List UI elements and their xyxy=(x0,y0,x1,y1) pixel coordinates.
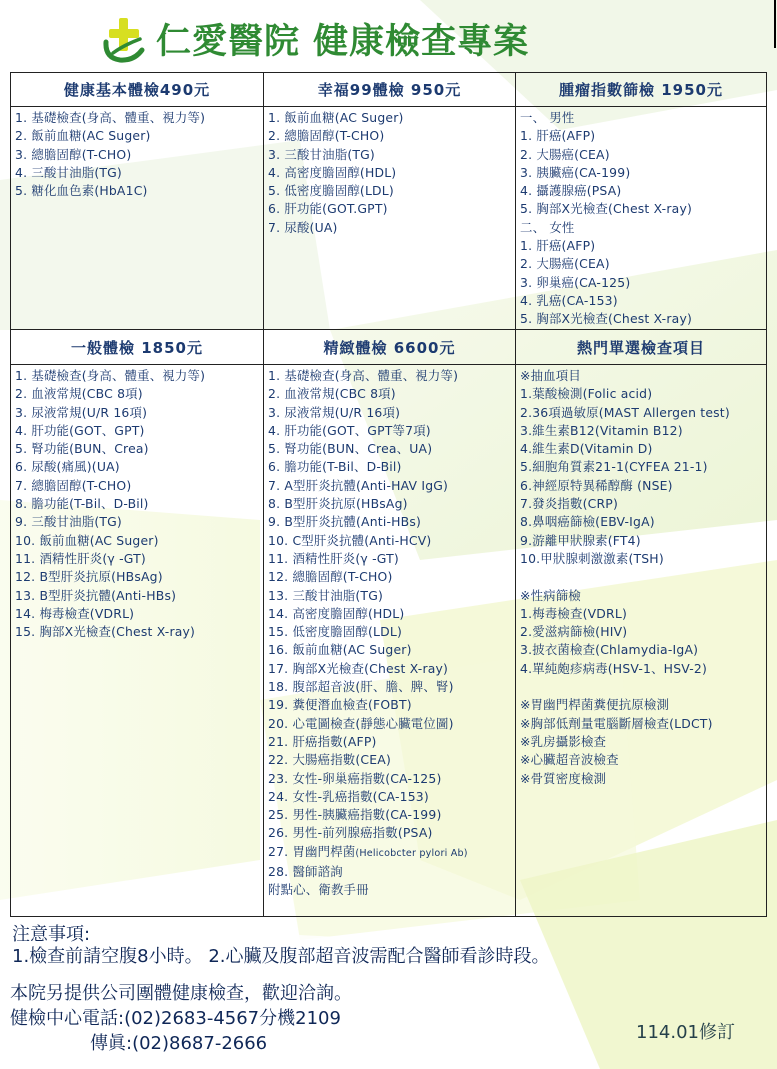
package-title-happiness99: 幸福99體檢 950元 xyxy=(317,81,462,99)
list-item: 2.愛滋病篩檢(HIV) xyxy=(520,624,628,640)
package-items-premium xyxy=(264,365,515,916)
spacer xyxy=(520,568,766,586)
list-item: ※心臟超音波檢查 xyxy=(520,752,619,768)
list-item: 1. 肝癌(AFP) xyxy=(520,128,596,144)
list-item: 24. 女性-乳癌指數(CA-153) xyxy=(268,788,429,804)
list-item: 8. B型肝炎抗原(HBsAg) xyxy=(268,496,408,512)
list-item: 25. 男性-胰臟癌指數(CA-199) xyxy=(268,807,442,823)
list-item: 18. 腹部超音波(肝、膽、脾、腎) xyxy=(268,679,454,695)
list-item: 6. 膽功能(T-Bil、D-Bil) xyxy=(268,459,402,475)
list-item: 4. 高密度膽固醇(HDL) xyxy=(268,164,397,180)
package-items-happiness99 xyxy=(264,107,515,329)
list-item: 4. 肝功能(GOT、GPT) xyxy=(15,422,145,438)
list-item: 15. 胸部X光檢查(Chest X-ray) xyxy=(15,624,196,640)
list-item: 14. 梅毒檢查(VDRL) xyxy=(15,605,135,621)
list-item: 5. 胸部X光檢查(Chest X-ray) xyxy=(520,311,693,327)
list-item: 5. 腎功能(BUN、Crea、UA) xyxy=(268,441,433,457)
notes-line: 1.檢查前請空腹8小時。 2.心臟及腹部超音波需配合醫師看診時段。 xyxy=(12,946,550,967)
list-item: 2.36項過敏原(MAST Allergen test) xyxy=(520,404,730,420)
group-exam-text: 本院另提供公司團體健康檢查，歡迎洽詢。 xyxy=(10,983,352,1004)
list-item: 10. C型肝炎抗體(Anti-HCV) xyxy=(268,532,432,548)
package-items-basic xyxy=(11,107,263,329)
list-item: 4. 三酸甘油脂(TG) xyxy=(15,164,122,180)
package-title-popular-single: 熱門單選檢查項目 xyxy=(576,338,705,357)
list-item: 4.維生素D(Vitamin D) xyxy=(520,441,653,457)
package-title-tumor-marker: 腫瘤指數篩檢 1950元 xyxy=(559,81,723,99)
list-item: 20. 心電圖檢查(靜態心臟電位圖) xyxy=(268,715,454,731)
list-item: 1. 基礎檢查(身高、體重、視力等) xyxy=(15,110,206,125)
package-table xyxy=(10,72,767,917)
page-title: 仁愛醫院 健康檢查專案 xyxy=(156,22,530,62)
list-item: 1. 肝癌(AFP) xyxy=(520,238,596,254)
item-27-note: (Helicobcter pylori Ab) xyxy=(355,847,468,859)
package-items-tumor-marker xyxy=(516,107,766,329)
fax-text: 傳眞:(02)8687-2666 xyxy=(90,1033,268,1054)
list-item: 19. 糞便潛血檢查(FOBT) xyxy=(268,697,412,713)
list-item: 10.甲狀腺刺激激素(TSH) xyxy=(520,550,664,566)
contact-section xyxy=(10,981,352,1056)
list-item: 23. 女性-卵巢癌指數(CA-125) xyxy=(268,770,442,786)
list-item: ※骨質密度檢測 xyxy=(520,770,607,786)
package-items-popular-single xyxy=(516,365,766,916)
list-item: 3. 尿液常規(U/R 16項) xyxy=(268,404,401,420)
list-item: 4. 乳癌(CA-153) xyxy=(520,292,618,308)
list-item: 3.維生素B12(Vitamin B12) xyxy=(520,422,683,438)
list-item: 13. 三酸甘油脂(TG) xyxy=(268,587,384,603)
list-item: 16. 飯前血糖(AC Suger) xyxy=(268,642,412,658)
list-item: 1. 基礎檢查(身高、體重、視力等) xyxy=(15,368,206,383)
list-item: 11. 酒精性肝炎(γ -GT) xyxy=(268,550,399,566)
list-item: 7. 尿酸(UA) xyxy=(268,219,338,235)
list-item: 9. B型肝炎抗體(Anti-HBs) xyxy=(268,514,422,530)
list-item: ※胃幽門桿菌糞便抗原檢測 xyxy=(520,697,670,713)
list-item: 5. 糖化血色素(HbA1C) xyxy=(15,183,148,199)
list-item: 9. 三酸甘油脂(TG) xyxy=(15,514,122,530)
list-item: 2. 總膽固醇(T-CHO) xyxy=(268,128,385,144)
list-item: 1.葉酸檢測(Folic acid) xyxy=(520,386,653,402)
list-item: 8.鼻咽癌篩檢(EBV-IgA) xyxy=(520,514,655,530)
list-item: 14. 高密度膽固醇(HDL) xyxy=(268,605,405,621)
list-item: 2. 血液常規(CBC 8項) xyxy=(268,386,396,402)
package-items-general xyxy=(11,365,263,916)
edge-divider xyxy=(774,0,776,48)
list-item: 3. 卵巢癌(CA-125) xyxy=(520,274,631,290)
list-item: 3. 三酸甘油脂(TG) xyxy=(268,146,375,162)
list-item: 5.細胞角質素21-1(CYFEA 21-1) xyxy=(520,459,708,475)
list-item: 12. 總膽固醇(T-CHO) xyxy=(268,569,393,585)
notes-heading: 注意事項: xyxy=(12,924,91,945)
list-item: 22. 大腸癌指數(CEA) xyxy=(268,752,392,768)
list-item: 5. 低密度膽固醇(LDL) xyxy=(268,183,394,199)
list-item: 12. B型肝炎抗原(HBsAg) xyxy=(15,569,163,585)
list-item: 9.游離甲狀腺素(FT4) xyxy=(520,532,641,548)
list-item: 2. 大腸癌(CEA) xyxy=(520,256,610,272)
item-27-label: 27. 胃幽門桿菌 xyxy=(268,843,356,859)
list-item: 3. 尿液常規(U/R 16項) xyxy=(15,404,148,420)
list-item: 17. 胸部X光檢查(Chest X-ray) xyxy=(268,660,449,676)
list-item: 附點心、衛教手冊 xyxy=(268,882,369,898)
list-item: 2. 飯前血糖(AC Suger) xyxy=(15,128,151,144)
list-item: 21. 肝癌指數(AFP) xyxy=(268,733,377,749)
list-item: 15. 低密度膽固醇(LDL) xyxy=(268,624,403,640)
list-item: 一、 男性 xyxy=(520,110,575,125)
list-item: 28. 醫師諮詢 xyxy=(268,864,343,880)
notes-section xyxy=(12,924,550,968)
list-item: 5. 胸部X光檢查(Chest X-ray) xyxy=(520,201,693,217)
list-item: 4.單純皰疹病毒(HSV-1、HSV-2) xyxy=(520,660,707,676)
list-item: 6.神經原特異稀醇酶 (NSE) xyxy=(520,477,673,493)
list-item: 11. 酒精性肝炎(γ -GT) xyxy=(15,550,146,566)
list-item: 13. B型肝炎抗體(Anti-HBs) xyxy=(15,587,177,603)
list-item: 7.發炎指數(CRP) xyxy=(520,496,618,512)
list-item: ※胸部低劑量電腦斷層檢查(LDCT) xyxy=(520,715,713,731)
list-item: 6. 肝功能(GOT.GPT) xyxy=(268,201,388,217)
page-header xyxy=(100,12,529,66)
list-item: 二、 女性 xyxy=(520,219,575,235)
list-item: 2. 血液常規(CBC 8項) xyxy=(15,386,143,402)
list-item: 4. 攝護腺癌(PSA) xyxy=(520,183,622,199)
list-item: 1. 飯前血糖(AC Suger) xyxy=(268,110,404,125)
list-item: 3. 總膽固醇(T-CHO) xyxy=(15,146,132,162)
list-item: 4. 肝功能(GOT、GPT等7項) xyxy=(268,422,431,438)
list-item: ※性病篩檢 xyxy=(520,587,581,603)
package-title-general: 一般體檢 1850元 xyxy=(71,338,203,357)
list-item: ※抽血項目 xyxy=(520,368,581,383)
list-item: 3.披衣菌檢查(Chlamydia-IgA) xyxy=(520,642,699,658)
list-item: 26. 男性-前列腺癌指數(PSA) xyxy=(268,825,433,841)
spacer xyxy=(520,678,766,696)
list-item: 8. 膽功能(T-Bil、D-Bil) xyxy=(15,496,149,512)
list-item: ※乳房攝影檢查 xyxy=(520,733,607,749)
list-item: 1.梅毒檢查(VDRL) xyxy=(520,605,627,621)
list-item xyxy=(268,843,515,863)
list-item: 1. 基礎檢查(身高、體重、視力等) xyxy=(268,368,459,383)
list-item: 3. 胰臟癌(CA-199) xyxy=(520,164,631,180)
list-item: 7. A型肝炎抗體(Anti-HAV IgG) xyxy=(268,477,449,493)
package-title-premium: 精緻體檢 6600元 xyxy=(323,338,456,357)
revision-label: 114.01修訂 xyxy=(636,1022,735,1043)
package-title-basic: 健康基本體檢490元 xyxy=(63,81,211,99)
list-item: 2. 大腸癌(CEA) xyxy=(520,146,610,162)
hospital-cross-logo-icon xyxy=(100,15,148,63)
list-item: 6. 尿酸(痛風)(UA) xyxy=(15,459,120,475)
phone-text: 健檢中心電話:(02)2683-4567分機2109 xyxy=(10,1008,341,1029)
list-item: 7. 總膽固醇(T-CHO) xyxy=(15,477,132,493)
list-item: 10. 飯前血糖(AC Suger) xyxy=(15,532,159,548)
list-item: 5. 腎功能(BUN、Crea) xyxy=(15,441,149,457)
